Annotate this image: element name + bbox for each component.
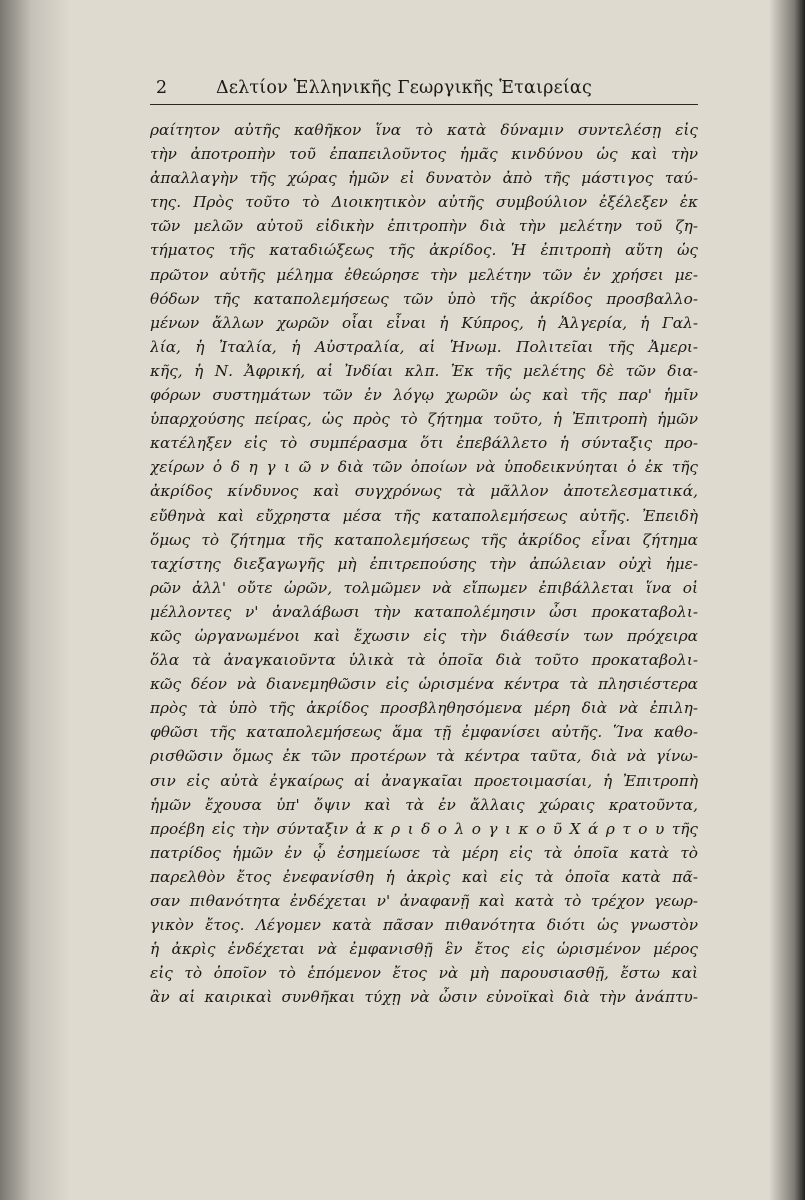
running-title: Δελτίον Ἑλληνικῆς Γεωργικῆς Ἑταιρείας: [216, 78, 592, 98]
text-line: γικὸν ἔτος. Λέγομεν κατὰ πᾶσαν πιθανότητα διότι ὡς γνωστὸν: [150, 916, 698, 935]
text-line: φθῶσι τῆς καταπολεμήσεως ἅμα τῇ ἐμφανίσει αὐτῆς. Ἵνα καθο-: [150, 723, 698, 742]
text-line: ἂν αἱ καιρικαὶ συνθῆκαι τύχῃ νὰ ὦσιν εὐνοϊκαὶ διὰ τὴν ἀνάπτυ-: [150, 988, 698, 1007]
text-line: εὔθηνὰ καὶ εὔχρηστα μέσα τῆς καταπολεμήσεως αὐτῆς. Ἐπειδὴ: [150, 506, 698, 525]
text-line: παρελθὸν ἔτος ἐνεφανίσθη ἡ ἀκρὶς καὶ εἰς τὰ ὁποῖα κατὰ πᾶ-: [150, 867, 698, 886]
text-line: ἡμῶν ἔχουσα ὑπ' ὄψιν καὶ τὰ ἐν ἄλλαις χώραις κρατοῦντα,: [150, 795, 698, 814]
text-line: φόρων συστημάτων τῶν ἐν λόγῳ χωρῶν ὡς καὶ τῆς παρ' ἡμῖν: [150, 386, 698, 405]
text-line: πρὸς τὰ ὑπὸ τῆς ἀκρίδος προσβληθησόμενα μέρη διὰ νὰ ἐπιλη-: [150, 699, 698, 718]
page-header: [150, 76, 698, 102]
text-line: ραίτητον αὐτῆς καθῆκον ἵνα τὸ κατὰ δύναμιν συντελέσῃ εἰς: [150, 121, 698, 139]
text-line: λία, ἡ Ἰταλία, ἡ Αὐστραλία, αἱ Ἡνωμ. Πολιτεῖαι τῆς Ἀμερι-: [150, 337, 698, 356]
page-number: 2: [156, 78, 168, 98]
text-line: ὑπαρχούσης πείρας, ὡς πρὸς τὸ ζήτημα τοῦτο, ἡ Ἐπιτροπὴ ἡμῶν: [150, 410, 698, 429]
text-line: προέβη εἰς τὴν σύνταξιν ἀ κ ρ ι δ ο λ ο γ ι κ ο ῦ Χ ά ρ τ ο υ τῆς: [150, 819, 698, 838]
text-line: μέλλοντες ν' ἀναλάβωσι τὴν καταπολέμησιν ὦσι προκαταβολι-: [150, 602, 698, 621]
text-line: τὴν ἀποτροπὴν τοῦ ἐπαπειλοῦντος ἡμᾶς κινδύνου ὡς καὶ τὴν: [150, 145, 698, 164]
header-rule: [150, 104, 698, 105]
text-line: κατέληξεν εἰς τὸ συμπέρασμα ὅτι ἐπεβάλλετο ἡ σύνταξις προ-: [150, 434, 698, 453]
body-text: [150, 118, 698, 1009]
text-line: ρῶν ἀλλ' οὔτε ὡρῶν, τολμῶμεν νὰ εἴπωμεν ἐπιβάλλεται ἵνα οἱ: [150, 578, 698, 597]
binding-shadow: [0, 0, 70, 1200]
text-line: ἀκρίδος κίνδυνος καὶ συγχρόνως τὰ μᾶλλον ἀποτελεσματικά,: [150, 482, 698, 501]
text-line: ὅμως τὸ ζήτημα τῆς καταπολεμήσεως τῆς ἀκρίδος εἶναι ζήτημα: [150, 530, 698, 549]
text-line: χείρων ὁ δ η γ ι ῶ ν διὰ τῶν ὁποίων νὰ ὑποδεικνύηται ὁ ἐκ τῆς: [150, 458, 698, 477]
text-line: θόδων τῆς καταπολεμήσεως τῶν ὑπὸ τῆς ἀκρίδος προσβαλλο-: [150, 289, 698, 308]
text-line: ὅλα τὰ ἀναγκαιοῦντα ὑλικὰ τὰ ὁποῖα διὰ τοῦτο προκαταβολι-: [150, 651, 698, 670]
page-edge-shadow: [769, 0, 805, 1200]
text-line: σαν πιθανότητα ἐνδέχεται ν' ἀναφανῇ καὶ κατὰ τὸ τρέχον γεωρ-: [150, 892, 698, 910]
text-line: της. Πρὸς τοῦτο τὸ Διοικητικὸν αὐτῆς συμβούλιον ἐξέλεξεν ἐκ: [150, 193, 698, 212]
text-line: ἀπαλλαγὴν τῆς χώρας ἡμῶν εἰ δυνατὸν ἀπὸ τῆς μάστιγος ταύ-: [150, 169, 698, 188]
text-line: ἡ ἀκρὶς ἐνδέχεται νὰ ἐμφανισθῇ ἓν ἔτος εἰς ὡρισμένον μέρος: [150, 940, 698, 959]
text-line: κῶς ὠργανωμένοι καὶ ἔχωσιν εἰς τὴν διάθεσίν των πρόχειρα: [150, 626, 698, 645]
text-line: μένων ἄλλων χωρῶν οἷαι εἶναι ἡ Κύπρος, ἡ Ἀλγερία, ἡ Γαλ-: [150, 313, 698, 332]
text-line: κῶς δέον νὰ διανεμηθῶσιν εἰς ὡρισμένα κέντρα τὰ πλησιέστερα: [150, 675, 698, 694]
text-line: πατρίδος ἡμῶν ἐν ᾧ ἐσημείωσε τὰ μέρη εἰς τὰ ὁποῖα κατὰ τὸ: [150, 843, 698, 862]
text-line: εἰς τὸ ὁποῖον τὸ ἑπόμενον ἔτος νὰ μὴ παρουσιασθῇ, ἔστω καὶ: [150, 964, 698, 983]
text-line: κῆς, ἡ Ν. Ἀφρική, αἱ Ἰνδίαι κλπ. Ἐκ τῆς μελέτης δὲ τῶν δια-: [150, 361, 698, 380]
text-line: τῶν μελῶν αὐτοῦ εἰδικὴν ἐπιτροπὴν διὰ τὴν μελέτην τοῦ ζη-: [150, 217, 698, 236]
text-line: σιν εἰς αὐτὰ ἐγκαίρως αἱ ἀναγκαῖαι προετοιμασίαι, ἡ Ἐπιτροπὴ: [150, 771, 698, 790]
text-line: ταχίστης διεξαγωγῆς μὴ ἐπιτρεπούσης τὴν ἀπώλειαν οὐχὶ ἡμε-: [150, 554, 698, 573]
text-line: τήματος τῆς καταδιώξεως τῆς ἀκρίδος. Ἡ ἐπιτροπὴ αὕτη ὡς: [150, 241, 698, 260]
text-line: ρισθῶσιν ὅμως ἐκ τῶν προτέρων τὰ κέντρα ταῦτα, διὰ νὰ γίνω-: [150, 747, 698, 766]
text-line: πρῶτον αὐτῆς μέλημα ἐθεώρησε τὴν μελέτην τῶν ἐν χρήσει με-: [150, 265, 698, 284]
